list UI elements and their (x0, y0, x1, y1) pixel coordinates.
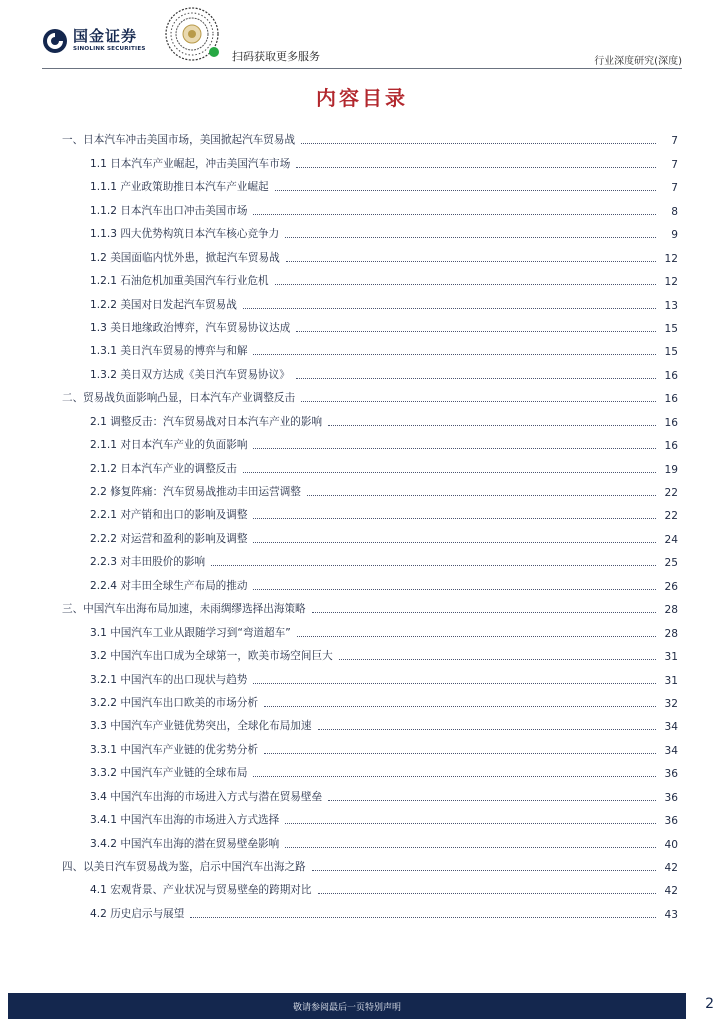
toc-entry[interactable] (62, 593, 678, 616)
toc-entry-page[interactable]: 25 (664, 557, 678, 570)
qr-code-icon[interactable] (164, 6, 220, 62)
toc-dot-leader (301, 143, 656, 144)
table-of-contents (62, 124, 678, 921)
toc-entry-page[interactable]: 31 (664, 651, 678, 664)
toc-dot-leader (190, 917, 656, 918)
toc-entry[interactable] (62, 124, 678, 147)
toc-entry-label[interactable]: 4.1 宏观背景、产业状况与贸易壁垒的跨期对比 (90, 884, 312, 897)
toc-dot-leader (296, 331, 656, 332)
toc-entry-page[interactable]: 12 (664, 252, 678, 265)
toc-entry-label[interactable]: 1.1.2 日本汽车出口冲击美国市场 (90, 204, 248, 217)
toc-dot-leader (211, 565, 656, 566)
toc-entry-page[interactable]: 12 (664, 276, 678, 289)
toc-entry-label[interactable]: 三、中国汽车出海布局加速，未雨绸缪选择出海策略 (62, 603, 306, 616)
toc-entry[interactable] (62, 335, 678, 358)
toc-entry-label[interactable]: 2.1 调整反击：汽车贸易战对日本汽车产业的影响 (90, 415, 323, 428)
toc-entry-label[interactable]: 2.2.2 对运营和盈利的影响及调整 (90, 532, 248, 545)
toc-entry-label[interactable]: 1.2.2 美国对日发起汽车贸易战 (90, 298, 237, 311)
toc-dot-leader (312, 612, 656, 613)
toc-entry[interactable] (62, 687, 678, 710)
toc-entry-page[interactable]: 36 (664, 768, 678, 781)
toc-dot-leader (312, 870, 656, 871)
toc-entry-label[interactable]: 2.2.3 对丰田股价的影响 (90, 556, 206, 569)
toc-entry-page[interactable]: 28 (664, 604, 678, 617)
toc-entry-label[interactable]: 1.1.1 产业政策助推日本汽车产业崛起 (90, 181, 269, 194)
toc-entry-label[interactable]: 1.1 日本汽车产业崛起，冲击美国汽车市场 (90, 157, 291, 170)
toc-entry-label[interactable]: 2.2.4 对丰田全球生产布局的推动 (90, 579, 248, 592)
toc-entry[interactable] (62, 405, 678, 428)
toc-entry-label[interactable]: 4.2 历史启示与展望 (90, 907, 185, 920)
toc-entry[interactable] (62, 757, 678, 780)
report-type-label: 行业深度研究(深度) (594, 56, 682, 67)
toc-entry[interactable] (62, 804, 678, 827)
toc-entry-label[interactable]: 2.1.1 对日本汽车产业的负面影响 (90, 439, 248, 452)
toc-entry-page[interactable]: 42 (664, 885, 678, 898)
toc-dot-leader (253, 448, 656, 449)
toc-dot-leader (253, 542, 656, 543)
toc-entry-label[interactable]: 1.1.3 四大优势构筑日本汽车核心竞争力 (90, 228, 280, 241)
toc-entry-label[interactable]: 3.4.2 中国汽车出海的潜在贸易壁垒影响 (90, 837, 280, 850)
toc-entry-label[interactable]: 3.2.2 中国汽车出口欧美的市场分析 (90, 696, 259, 709)
toc-entry-page[interactable]: 8 (671, 205, 678, 218)
page-number: 2 (705, 996, 714, 1012)
toc-dot-leader (243, 308, 656, 309)
toc-entry-page[interactable]: 40 (664, 838, 678, 851)
toc-entry[interactable] (62, 429, 678, 452)
toc-entry-page[interactable]: 16 (664, 393, 678, 406)
toc-entry[interactable] (62, 171, 678, 194)
toc-entry-page[interactable]: 22 (664, 487, 678, 499)
toc-dot-leader (264, 706, 656, 707)
toc-entry[interactable] (62, 616, 678, 639)
toc-entry-label[interactable]: 1.3.1 美日汽车贸易的博弈与和解 (90, 345, 248, 358)
toc-entry[interactable] (62, 312, 678, 335)
header-divider (42, 68, 682, 69)
toc-dot-leader (318, 729, 657, 730)
toc-entry-page[interactable]: 16 (664, 369, 678, 382)
toc-dot-leader (318, 893, 657, 894)
page-header (0, 0, 724, 70)
toc-dot-leader (253, 214, 656, 215)
toc-dot-leader (243, 472, 656, 473)
toc-entry-page[interactable]: 36 (664, 815, 678, 828)
toc-entry-page[interactable]: 15 (664, 346, 678, 359)
toc-entry[interactable] (62, 265, 678, 288)
toc-dot-leader (301, 401, 656, 402)
toc-title: 内容目录 (316, 86, 408, 110)
toc-entry-page[interactable]: 7 (671, 135, 678, 148)
toc-entry-label[interactable]: 1.2 美国面临内忧外患，掀起汽车贸易战 (90, 251, 280, 264)
logo-text-cn: 国金证券 (73, 27, 138, 46)
toc-dot-leader (328, 425, 656, 426)
toc-entry-label[interactable]: 3.3 中国汽车产业链优势突出，全球化布局加速 (90, 720, 312, 733)
toc-entry-page[interactable]: 15 (664, 322, 678, 335)
toc-dot-leader (296, 167, 656, 168)
toc-entry-page[interactable]: 22 (664, 510, 678, 523)
toc-entry-label[interactable]: 3.3.1 中国汽车产业链的优劣势分析 (90, 743, 259, 756)
toc-entry[interactable] (62, 288, 678, 311)
toc-entry-page[interactable]: 9 (671, 229, 678, 242)
toc-entry-page[interactable]: 7 (671, 158, 678, 171)
sinolink-logo-icon (42, 28, 68, 54)
toc-entry-label[interactable]: 1.2.1 石油危机加重美国汽车行业危机 (90, 275, 269, 288)
toc-dot-leader (253, 354, 656, 355)
toc-entry-label[interactable]: 3.3.2 中国汽车产业链的全球布局 (90, 767, 248, 780)
toc-entry-label[interactable]: 四、以美日汽车贸易战为鉴，启示中国汽车出海之路 (62, 861, 306, 873)
toc-entry-page[interactable]: 34 (664, 744, 678, 757)
toc-entry[interactable] (62, 241, 678, 264)
toc-entry[interactable] (62, 640, 678, 663)
toc-dot-leader (285, 237, 656, 238)
toc-entry-page[interactable]: 7 (671, 182, 678, 195)
toc-entry-label[interactable]: 3.2.1 中国汽车的出口现状与趋势 (90, 673, 248, 686)
toc-entry-label[interactable]: 2.2 修复阵痛：汽车贸易战推动丰田运营调整 (90, 486, 301, 498)
toc-entry-page[interactable]: 26 (664, 580, 678, 593)
toc-dot-leader (285, 847, 656, 848)
toc-entry[interactable] (62, 710, 678, 733)
toc-dot-leader (253, 518, 656, 519)
toc-entry-page[interactable]: 28 (664, 627, 678, 640)
toc-dot-leader (286, 261, 656, 262)
toc-entry-label[interactable]: 3.4 中国汽车出海的市场进入方式与潜在贸易壁垒 (90, 790, 323, 803)
toc-dot-leader (275, 190, 656, 191)
toc-entry-label[interactable]: 1.3.2 美日双方达成《美日汽车贸易协议》 (90, 368, 290, 381)
toc-entry[interactable] (62, 897, 678, 920)
toc-dot-leader (285, 823, 656, 824)
toc-entry-page[interactable]: 31 (664, 674, 678, 687)
toc-entry[interactable] (62, 874, 678, 897)
toc-entry-page[interactable]: 19 (664, 463, 678, 476)
toc-entry[interactable] (62, 733, 678, 756)
toc-entry-page[interactable]: 13 (664, 299, 678, 312)
page-footer (8, 993, 716, 1019)
toc-entry[interactable] (62, 522, 678, 545)
toc-entry-label[interactable]: 1.3 美日地缘政治博弈，汽车贸易协议达成 (90, 321, 291, 334)
toc-entry-page[interactable]: 42 (664, 862, 678, 874)
logo-text-en: SINOLINK SECURITIES (73, 46, 146, 53)
toc-dot-leader (253, 683, 656, 684)
toc-entry-page[interactable]: 36 (664, 791, 678, 804)
toc-dot-leader (307, 495, 656, 496)
toc-dot-leader (253, 589, 656, 590)
toc-entry-label[interactable]: 3.1 中国汽车工业从跟随学习到“弯道超车” (90, 626, 291, 639)
toc-dot-leader (297, 636, 656, 637)
toc-entry-page[interactable]: 24 (664, 533, 678, 546)
toc-entry-label[interactable]: 3.2 中国汽车出口成为全球第一，欧美市场空间巨大 (90, 650, 333, 663)
toc-entry-label[interactable]: 二、贸易战负面影响凸显，日本汽车产业调整反击 (62, 392, 296, 405)
toc-entry[interactable] (62, 780, 678, 803)
footer-disclaimer: 敬请参阅最后一页特别声明 (292, 1003, 401, 1013)
toc-entry-page[interactable]: 34 (664, 721, 678, 734)
toc-entry[interactable] (62, 358, 678, 381)
toc-entry[interactable] (62, 382, 678, 405)
toc-entry[interactable] (62, 827, 678, 850)
toc-dot-leader (264, 753, 656, 754)
toc-entry[interactable] (62, 218, 678, 241)
toc-entry-label[interactable]: 2.2.1 对产销和出口的影响及调整 (90, 509, 248, 522)
toc-entry-page[interactable]: 16 (664, 416, 678, 429)
toc-entry[interactable] (62, 147, 678, 170)
toc-entry-page[interactable]: 43 (664, 908, 678, 921)
qr-caption: 扫码获取更多服务 (232, 50, 320, 63)
toc-dot-leader (296, 378, 656, 379)
footer-bar (8, 993, 686, 1019)
toc-entry-label[interactable]: 一、日本汽车冲击美国市场，美国掀起汽车贸易战 (62, 134, 296, 147)
toc-entry[interactable] (62, 569, 678, 592)
toc-dot-leader (275, 284, 656, 285)
toc-entry[interactable] (62, 452, 678, 475)
toc-entry[interactable] (62, 194, 678, 217)
toc-entry-page[interactable]: 16 (664, 440, 678, 453)
toc-dot-leader (328, 800, 656, 801)
company-logo (42, 28, 146, 54)
toc-entry[interactable] (62, 663, 678, 686)
toc-entry[interactable] (62, 546, 678, 569)
toc-entry-label[interactable]: 2.1.2 日本汽车产业的调整反击 (90, 462, 237, 475)
toc-dot-leader (253, 776, 656, 777)
toc-entry[interactable] (62, 851, 678, 874)
toc-entry[interactable] (62, 476, 678, 499)
toc-dot-leader (339, 659, 656, 660)
toc-entry[interactable] (62, 499, 678, 522)
toc-entry-page[interactable]: 32 (664, 697, 678, 710)
toc-entry-label[interactable]: 3.4.1 中国汽车出海的市场进入方式选择 (90, 814, 280, 827)
